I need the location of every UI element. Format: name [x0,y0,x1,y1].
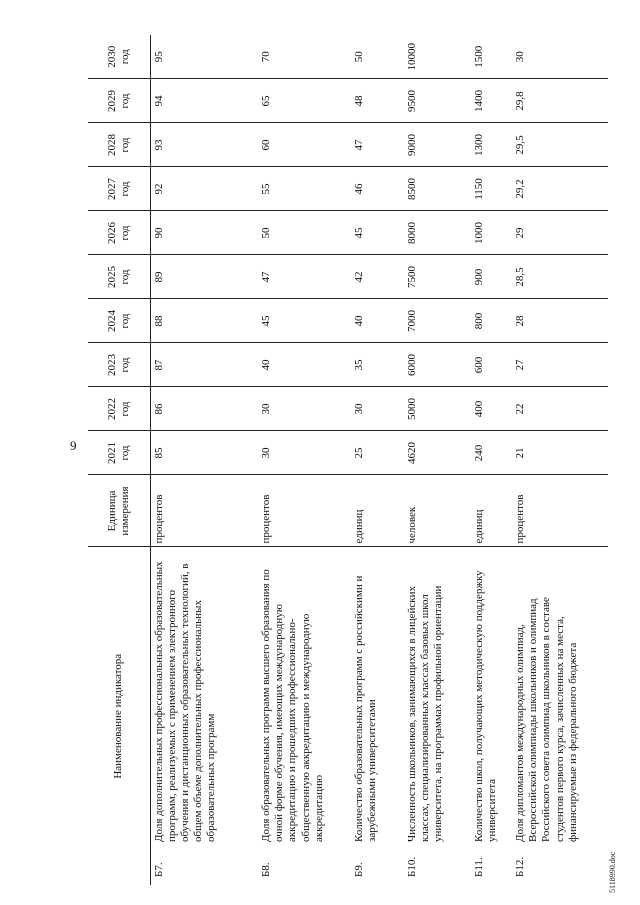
unit-cell: единиц [471,475,512,547]
header-year: 2021 год [88,431,150,475]
indicator-name: Количество образовательных программ с российскими и зарубежными университетами [351,547,404,845]
header-year: 2029 год [88,79,150,123]
unit-cell: процентов [512,475,608,547]
value-cell: 21 [512,431,608,475]
value-cell: 1300 [471,123,512,167]
value-cell: 400 [471,387,512,431]
value-cell: 47 [258,255,351,299]
row-code: Б12. [514,856,526,877]
value-cell: 46 [351,167,404,211]
value-cell: 1150 [471,167,512,211]
row-code: Б9. [353,862,365,877]
value-cell: 8000 [404,211,471,255]
table-row [471,35,512,885]
value-cell: 50 [258,211,351,255]
page-number: 9 [70,438,77,453]
header-year: 2025 год [88,255,150,299]
header-year: 2030 год [88,35,150,79]
value-cell: 29 [512,211,608,255]
unit-cell: человек [404,475,471,547]
value-cell: 9500 [404,79,471,123]
value-cell: 40 [351,299,404,343]
value-cell: 85 [150,431,258,475]
header-year: 2028 год [88,123,150,167]
value-cell: 28,5 [512,255,608,299]
value-cell: 900 [471,255,512,299]
value-cell: 60 [258,123,351,167]
value-cell: 94 [150,79,258,123]
value-cell: 10000 [406,42,418,71]
header-year: 2026 год [88,211,150,255]
table-row [258,35,351,885]
value-cell: 22 [512,387,608,431]
value-cell: 48 [351,79,404,123]
header-indicator-name: Наименование индикатора [88,547,150,885]
value-cell: 35 [351,343,404,387]
value-cell: 4620 [404,431,471,475]
header-year: 2023 год [88,343,150,387]
value-cell: 600 [471,343,512,387]
value-cell: 40 [258,343,351,387]
value-cell: 7000 [404,299,471,343]
table-row [351,35,404,885]
table-row [150,35,258,885]
value-cell: 1500 [473,45,485,68]
header-year: 2022 год [88,387,150,431]
value-cell: 47 [351,123,404,167]
value-cell: 90 [150,211,258,255]
unit-cell: процентов [150,475,258,547]
value-cell: 88 [150,299,258,343]
value-cell: 30 [258,431,351,475]
value-cell: 5000 [404,387,471,431]
rotated-page [88,35,608,885]
unit-cell: процентов [258,475,351,547]
value-cell: 240 [471,431,512,475]
value-cell: 30 [258,387,351,431]
value-cell: 29,8 [512,79,608,123]
value-cell: 45 [258,299,351,343]
header-year: 2024 год [88,299,150,343]
row-code: Б8. [260,862,272,877]
unit-cell: единиц [351,475,404,547]
value-cell: 30 [514,51,526,63]
value-cell: 95 [152,51,165,63]
value-cell: 28 [512,299,608,343]
value-cell: 27 [512,343,608,387]
header-unit: Единица измерения [88,475,150,547]
value-cell: 45 [351,211,404,255]
value-cell: 1000 [471,211,512,255]
value-cell: 70 [260,51,272,63]
indicator-name: Доля дополнительных профессиональных образовательных программ, реализуемых с применением электронного обучения и дистанционных образовательных технологий, в общем объеме дополнительных профессиональных образовательных программ [150,547,258,845]
value-cell: 30 [351,387,404,431]
value-cell: 6000 [404,343,471,387]
value-cell: 50 [353,51,365,63]
value-cell: 7500 [404,255,471,299]
row-code: Б7. [152,862,165,877]
indicator-name: Количество школ, получающих методическую поддержку университета [471,547,512,845]
value-cell: 93 [150,123,258,167]
row-code: Б11. [473,857,485,877]
value-cell: 92 [150,167,258,211]
value-cell: 55 [258,167,351,211]
indicator-name: Доля дипломантов международных олимпиад, Всероссийской олимпиады школьников и олимпиад Российского совета олимпиад школьников в составе студентов первого курса, зачисленных на места, финансируемые из федерального бюджета [512,547,608,845]
indicator-table [88,35,608,885]
value-cell: 87 [150,343,258,387]
indicator-name: Доля образовательных программ высшего образования по очной форме обучения, имеющих международную аккредитацию и прошедших профессионально-общественную аккредитацию и международную аккредитацию [258,547,351,845]
table-header-row [88,35,150,885]
value-cell: 42 [351,255,404,299]
value-cell: 65 [258,79,351,123]
value-cell: 1400 [471,79,512,123]
value-cell: 29,2 [512,167,608,211]
value-cell: 89 [150,255,258,299]
header-year: 2027 год [88,167,150,211]
value-cell: 800 [471,299,512,343]
value-cell: 8500 [404,167,471,211]
value-cell: 86 [150,387,258,431]
table-row [512,35,608,885]
row-code: Б10. [406,856,418,877]
document-id: 5118990.doc [608,851,617,893]
value-cell: 25 [351,431,404,475]
indicator-name: Численность школьников, занимающихся в лицейских классах, специализированных классах базовых школ университета, на программах профильной ориентации [404,547,471,845]
value-cell: 29,5 [512,123,608,167]
table-row [404,35,471,885]
value-cell: 9000 [404,123,471,167]
